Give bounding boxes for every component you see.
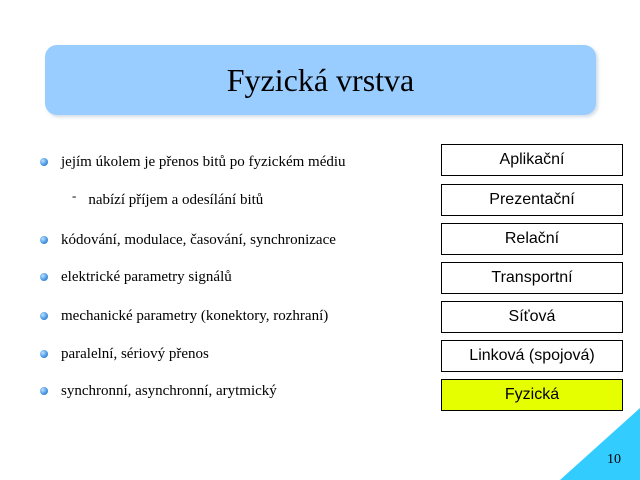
bullet-text: elektrické parametry signálů [61, 268, 232, 285]
bullet-icon [40, 387, 48, 395]
bullet-icon [40, 350, 48, 358]
dash-icon: - [72, 188, 77, 203]
bullet-icon [40, 312, 48, 320]
bullet-text: mechanické parametry (konektory, rozhraní) [61, 307, 329, 324]
slide-title: Fyzická vrstva [226, 61, 415, 98]
layer-sitova: Síťová [441, 301, 623, 333]
bullet-icon [40, 273, 48, 281]
bullet-text: synchronní, asynchronní, arytmický [61, 382, 277, 399]
corner-triangle-shape [560, 408, 640, 480]
bullet-text: jejím úkolem je přenos bitů po fyzickém médiu [61, 153, 346, 170]
slide-title-box [45, 45, 596, 115]
bullet-text: paralelní, sériový přenos [61, 345, 209, 362]
layer-aplikacni: Aplikační [441, 144, 623, 176]
bullet-text: kódování, modulace, časování, synchronizace [61, 231, 336, 248]
sub-bullet-item [72, 188, 263, 212]
layer-fyzicka-highlighted: Fyzická [441, 379, 623, 411]
bullet-icon [40, 158, 48, 166]
bullet-item [40, 265, 232, 289]
layer-linkova: Linková (spojová) [441, 340, 623, 372]
sub-bullet-text: nabízí příjem a odesílání bitů [88, 191, 264, 208]
bullet-item [40, 228, 336, 252]
bullet-icon [40, 236, 48, 244]
layer-prezentacni: Prezentační [441, 184, 623, 216]
bullet-item [40, 379, 277, 403]
corner-triangle-decoration [560, 408, 640, 480]
page-number: 10 [607, 452, 621, 467]
bullet-item [40, 304, 328, 328]
bullet-item [40, 150, 346, 174]
bullet-item [40, 342, 209, 366]
layer-relacni: Relační [441, 223, 623, 255]
layer-transportni: Transportní [441, 262, 623, 294]
